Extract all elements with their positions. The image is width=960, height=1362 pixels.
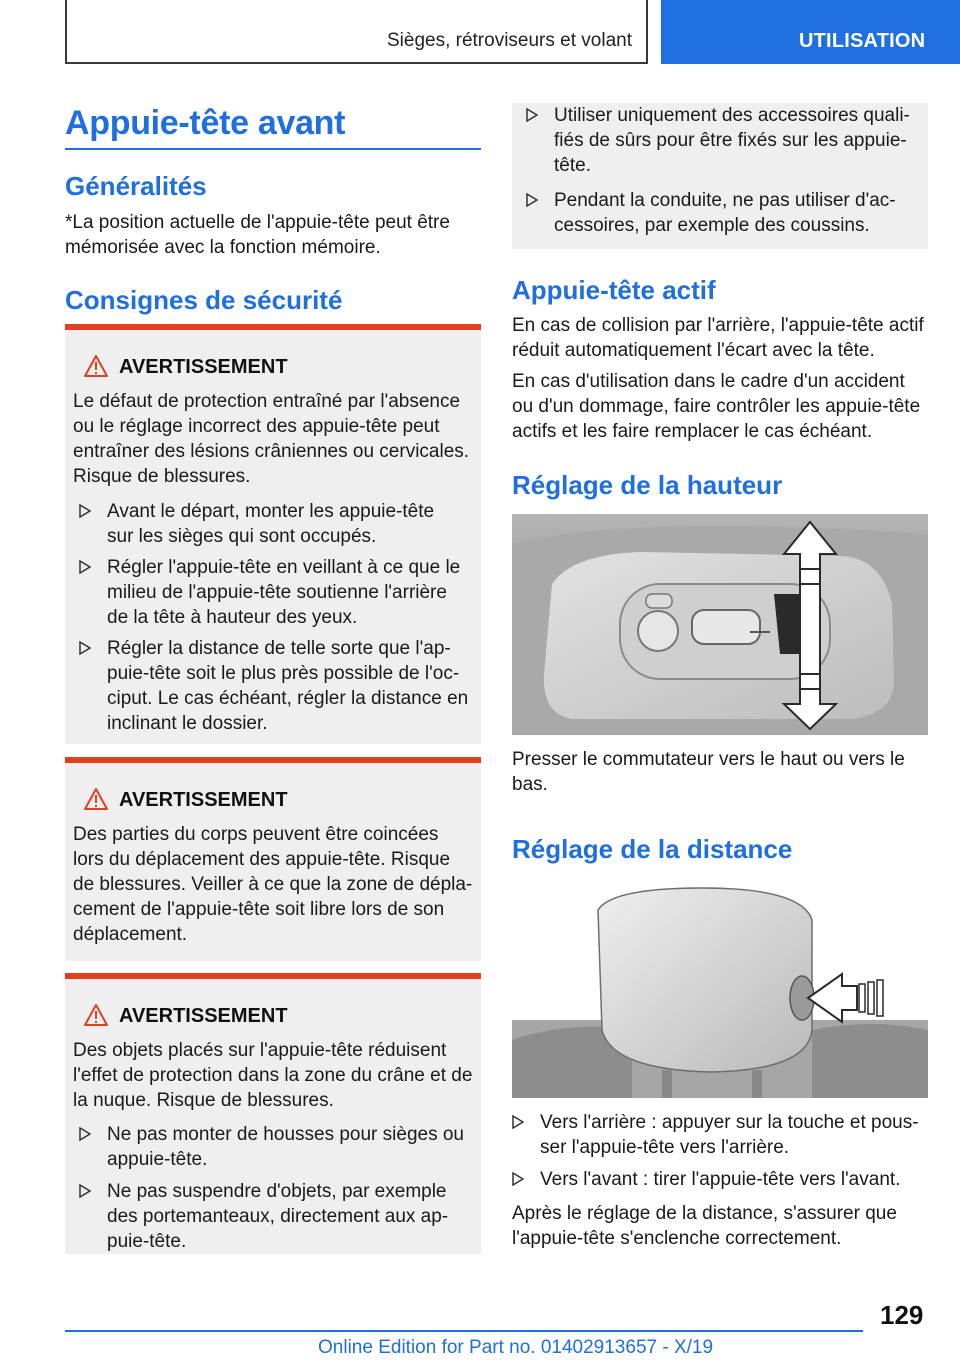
text-line: ou le réglage incorrect des appuie-tête peut — [73, 416, 440, 437]
text-line: En cas d'utilisation dans le cadre d'un accident — [512, 371, 905, 392]
text-line: ciput. Le cas échéant, régler la distance en — [107, 688, 469, 709]
actif-paragraph-1 — [512, 313, 924, 363]
bullet-text — [554, 103, 910, 178]
text-line: bas. — [512, 774, 548, 795]
text-line: appuie-tête. — [107, 1149, 208, 1170]
bullet-triangle-icon — [526, 193, 538, 207]
text-line: de blessures. Veiller à ce que la zone de dépla- — [73, 874, 473, 895]
warning-triangle-icon — [83, 1003, 109, 1027]
header-section-title: Sièges, rétroviseurs et volant — [386, 30, 632, 51]
warning-triangle-icon — [83, 354, 109, 378]
warning-title: AVERTISSEMENT — [119, 356, 288, 378]
text-line: Après le réglage de la distance, s'assurer que — [512, 1203, 897, 1224]
text-line: actifs et les faire remplacer le cas échéant. — [512, 421, 873, 442]
warning-box — [65, 324, 481, 744]
text-line: l'effet de protection dans la zone du crâne et de — [73, 1065, 473, 1086]
page-number: 129 — [880, 1300, 924, 1330]
header-tab-utilisation[interactable] — [661, 0, 960, 64]
text-line: ou d'un dommage, faire contrôler les appuie-tête — [512, 396, 921, 417]
warning-triangle-icon — [83, 787, 109, 811]
header-section-box — [65, 0, 648, 64]
text-line: l'appuie-tête s'enclenche correctement. — [512, 1228, 842, 1249]
text-line: milieu de l'appuie-tête soutienne l'arrière — [107, 582, 447, 603]
seat-switch-figure — [512, 514, 928, 735]
header-tab-label: UTILISATION — [799, 30, 926, 52]
bullet-text — [107, 555, 460, 630]
warning-title: AVERTISSEMENT — [119, 1005, 288, 1027]
text-line: Avant le départ, monter les appuie-tête — [107, 501, 435, 522]
text-line: entraîner des lésions crâniennes ou cervicales. — [73, 441, 470, 462]
warning-text — [73, 822, 472, 947]
bullet-text — [107, 499, 434, 549]
continued-warning-box — [512, 103, 928, 249]
text-line: Des parties du corps peuvent être coincées — [73, 824, 439, 845]
text-line: Pendant la conduite, ne pas utiliser d'ac- — [554, 190, 896, 211]
bullet-triangle-icon — [512, 1172, 524, 1186]
text-line: Régler la distance de telle sorte que l'ap- — [107, 638, 451, 659]
text-line: En cas de collision par l'arrière, l'appuie-tête actif — [512, 315, 924, 336]
text-line: Risque de blessures. — [73, 466, 251, 487]
text-line: tête. — [554, 155, 591, 176]
text-line: Régler l'appuie-tête en veillant à ce que le — [107, 557, 461, 578]
bullet-triangle-icon — [79, 641, 91, 655]
actif-paragraph-2 — [512, 369, 920, 444]
title-rule — [65, 148, 481, 150]
bullet-text — [107, 1122, 464, 1172]
bullet-triangle-icon — [79, 1184, 91, 1198]
text-line: puie-tête. — [107, 1231, 187, 1252]
text-line: Des objets placés sur l'appuie-tête réduisent — [73, 1040, 447, 1061]
footer-edition: Online Edition for Part no. 01402913657 - X/19 — [318, 1337, 714, 1358]
text-line: Vers l'avant : tirer l'appuie-tête vers l'avant. — [540, 1169, 901, 1190]
warning-text — [73, 1038, 472, 1113]
bullet-triangle-icon — [79, 560, 91, 574]
generalites-heading: Généralités — [65, 171, 207, 201]
bullet-triangle-icon — [79, 504, 91, 518]
hauteur-heading: Réglage de la hauteur — [512, 470, 783, 500]
text-line: Vers l'arrière : appuyer sur la touche et pous- — [540, 1112, 919, 1133]
safety-heading: Consignes de sécurité — [65, 285, 343, 315]
distance-heading: Réglage de la distance — [512, 834, 793, 864]
text-line: la nuque. Risque de blessures. — [73, 1090, 334, 1111]
text-line: des portemanteaux, directement aux ap- — [107, 1206, 449, 1227]
text-line: de la tête à hauteur des yeux. — [107, 607, 358, 628]
bullet-text — [540, 1167, 900, 1192]
text-line: Le défaut de protection entraîné par l'absence — [73, 391, 461, 412]
warning-title: AVERTISSEMENT — [119, 789, 288, 811]
text-line: fiés de sûrs pour être fixés sur les appuie- — [554, 130, 907, 151]
text-line: mémorisée avec la fonction mémoire. — [65, 237, 381, 258]
warning-text — [73, 389, 469, 489]
generalites-text — [65, 210, 450, 260]
headrest-illustration — [512, 880, 928, 1098]
text-line: Ne pas suspendre d'objets, par exemple — [107, 1181, 447, 1202]
text-line: puie-tête soit le plus près possible de l'oc- — [107, 663, 460, 684]
text-line: Utiliser uniquement des accessoires quali- — [554, 105, 910, 126]
text-line: cessoires, par exemple des coussins. — [554, 215, 870, 236]
bullet-triangle-icon — [512, 1115, 524, 1129]
text-line: déplacement. — [73, 924, 188, 945]
headrest-figure — [512, 880, 928, 1098]
text-line: Presser le commutateur vers le haut ou vers le — [512, 749, 905, 770]
bullet-text — [540, 1110, 919, 1160]
bullet-triangle-icon — [526, 108, 538, 122]
bullet-text — [554, 188, 896, 238]
text-line: ser l'appuie-tête vers l'arrière. — [540, 1137, 790, 1158]
seat-switch-illustration — [512, 514, 928, 735]
page-title: Appuie-tête avant — [65, 104, 346, 142]
text-line: *La position actuelle de l'appuie-tête peut être — [65, 212, 450, 233]
hauteur-text — [512, 747, 905, 797]
bullet-text — [107, 1179, 448, 1254]
text-line: cement de l'appuie-tête soit libre lors de son — [73, 899, 445, 920]
text-line: sur les sièges qui sont occupés. — [107, 526, 377, 547]
warning-box — [65, 973, 481, 1254]
distance-after-text — [512, 1201, 897, 1251]
text-line: Ne pas monter de housses pour sièges ou — [107, 1124, 464, 1145]
warning-box — [65, 757, 481, 961]
actif-heading: Appuie-tête actif — [512, 275, 716, 305]
footer-rule — [65, 1330, 863, 1332]
bullet-text — [107, 636, 468, 736]
text-line: lors du déplacement des appuie-tête. Risque — [73, 849, 451, 870]
text-line: inclinant le dossier. — [107, 713, 268, 734]
text-line: réduit automatiquement l'écart avec la tête. — [512, 340, 875, 361]
bullet-triangle-icon — [79, 1127, 91, 1141]
